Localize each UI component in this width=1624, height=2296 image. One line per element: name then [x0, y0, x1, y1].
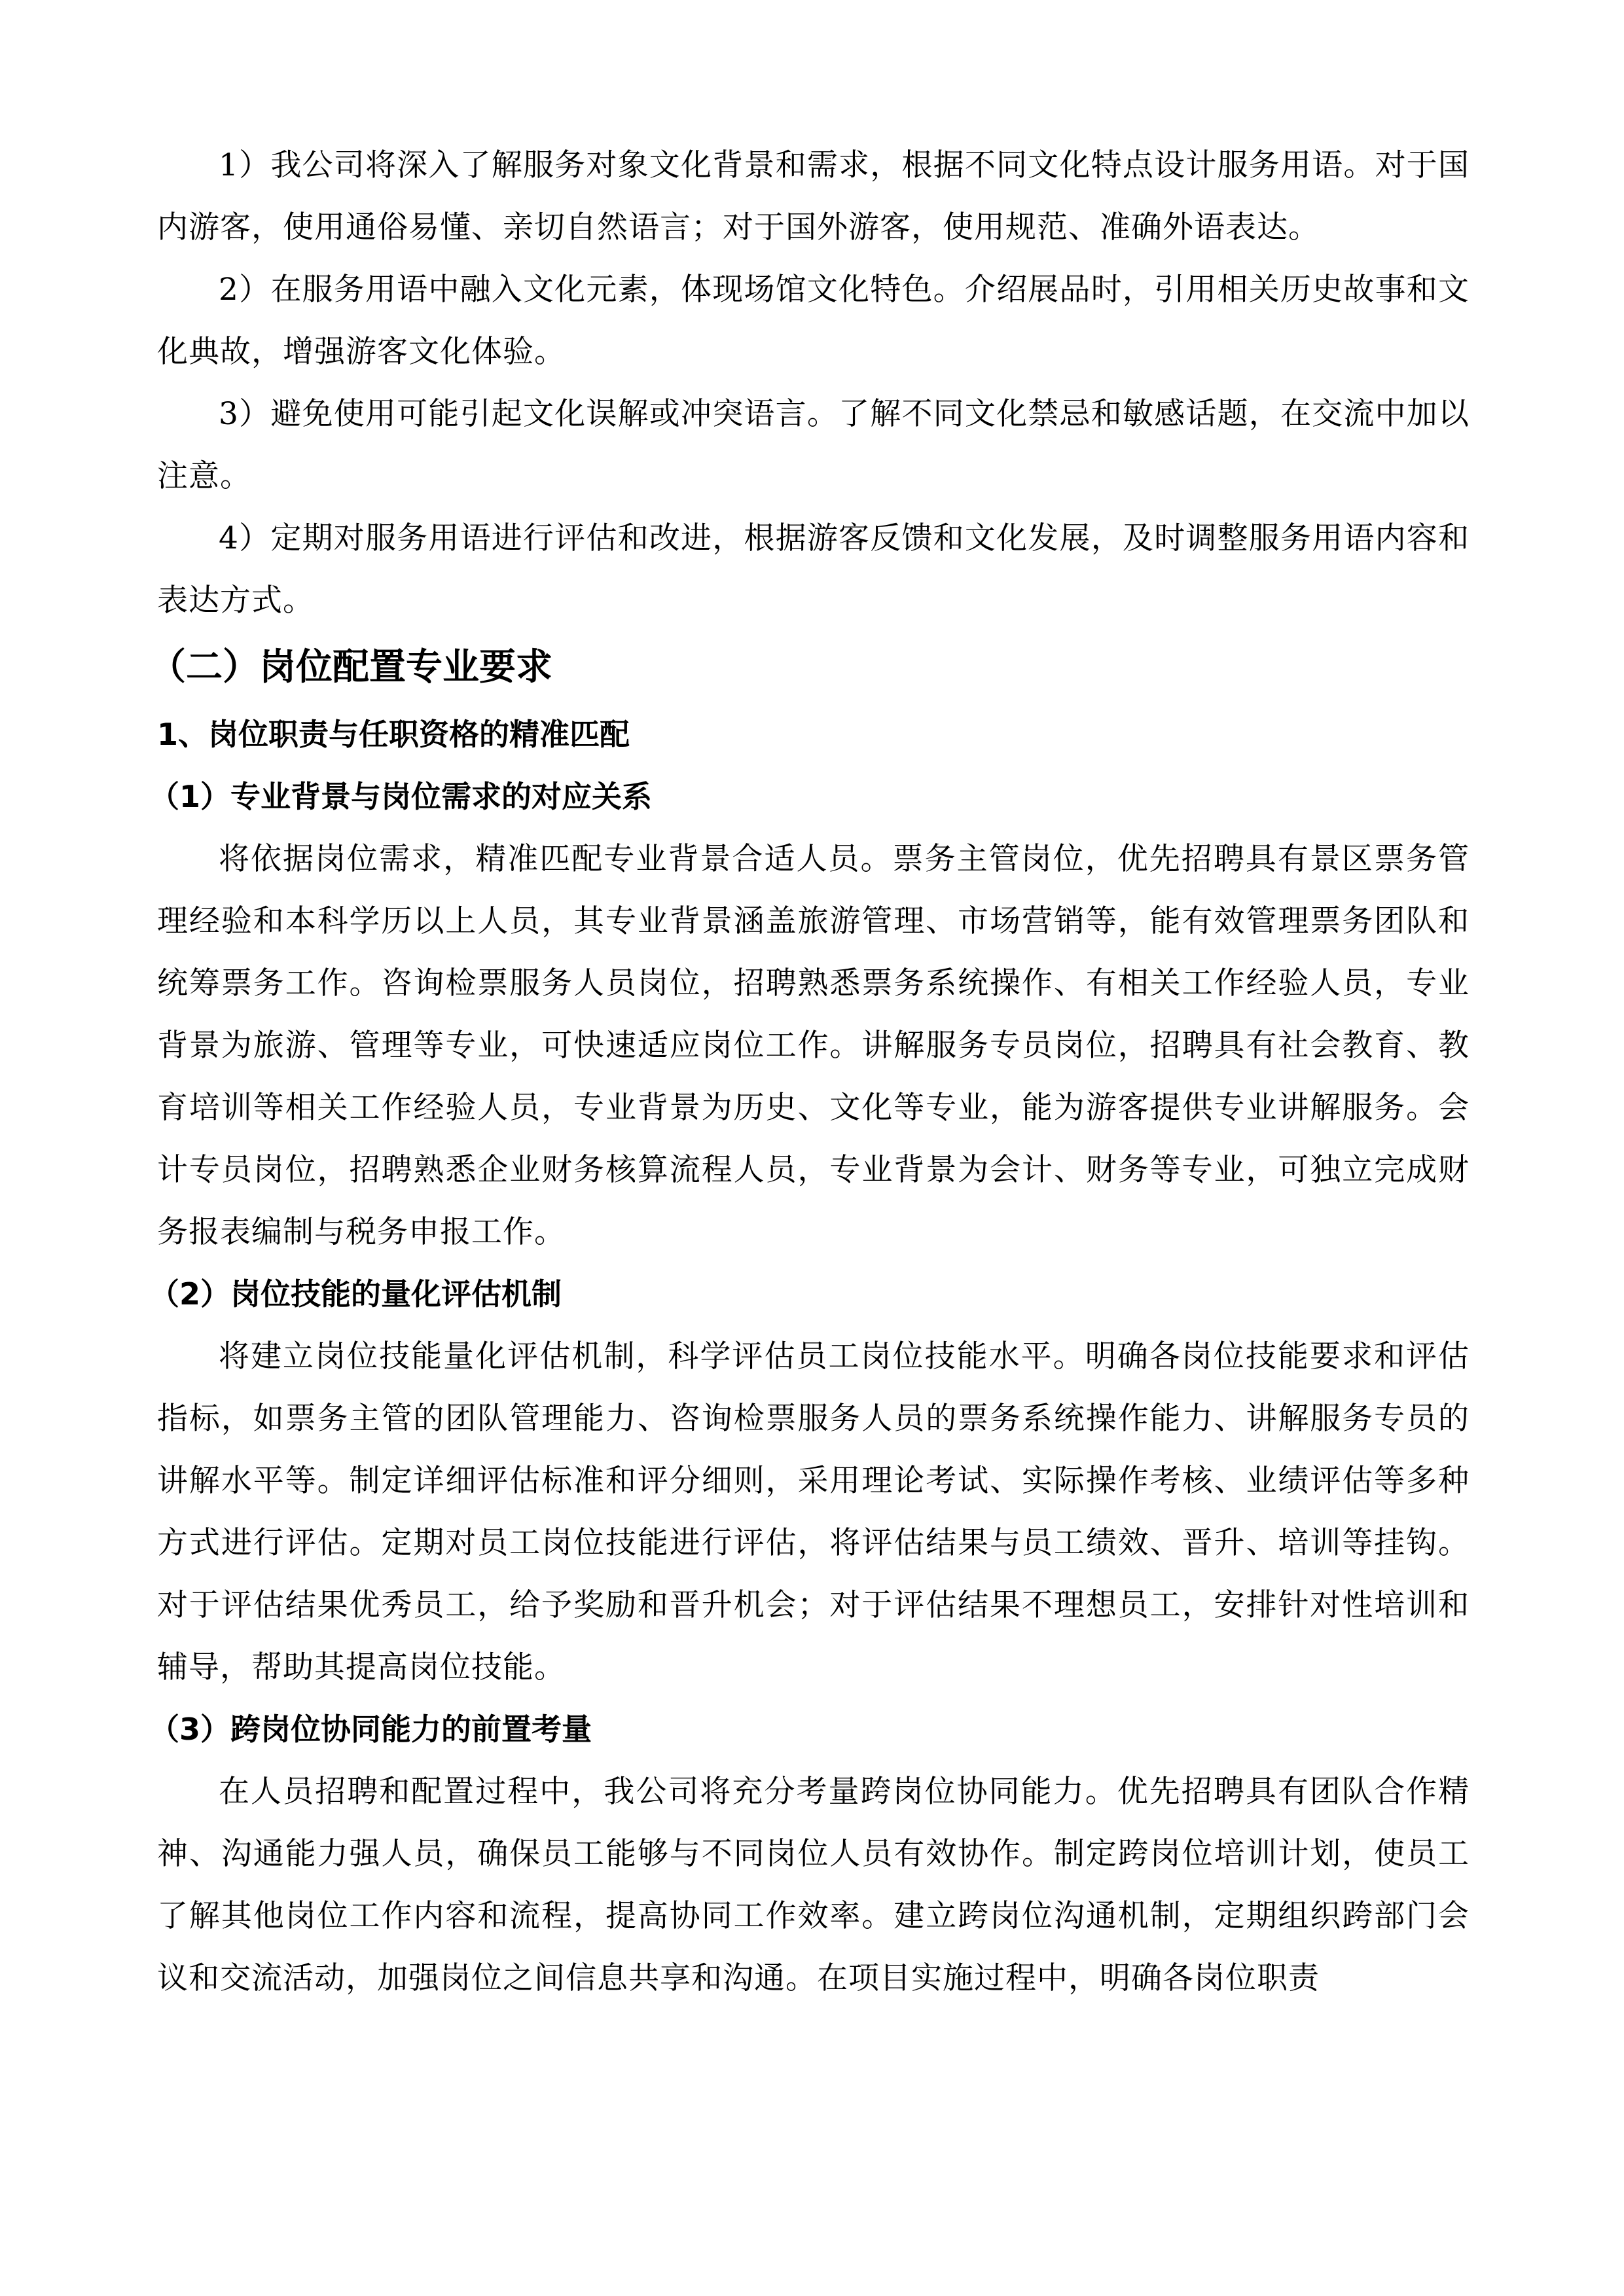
- subsection-3-body: 在人员招聘和配置过程中，我公司将充分考量跨岗位协同能力。优先招聘具有团队合作精神、沟通能力强人员，确保员工能够与不同岗位人员有效协作。制定跨岗位培训计划，使员工了解其他岗位工作内容和流程，提高协同工作效率。建立跨岗位沟通机制，定期组织跨部门会议和交流活动，加强岗位之间信息共享和沟通。在项目实施过程中，明确各岗位职责: [157, 1774, 1470, 1996]
- subsection-1-body: 将依据岗位需求，精准匹配专业背景合适人员。票务主管岗位，优先招聘具有景区票务管理经验和本科学历以上人员，其专业背景涵盖旅游管理、市场营销等，能有效管理票务团队和统筹票务工作。咨询检票服务人员岗位，招聘熟悉票务系统操作、有相关工作经验人员，专业背景为旅游、管理等专业，可快速适应岗位工作。讲解服务专员岗位，招聘具有社会教育、教育培训等相关工作经验人员，专业背景为历史、文化等专业，能为游客提供专业讲解服务。会计专员岗位，招聘熟悉企业财务核算流程人员，专业背景为会计、财务等专业，可独立完成财务报表编制与税务申报工作。: [157, 841, 1470, 1250]
- intro-item-1: 1）我公司将深入了解服务对象文化背景和需求，根据不同文化特点设计服务用语。对于国内游客，使用通俗易懂、亲切自然语言；对于国外游客，使用规范、准确外语表达。: [157, 147, 1470, 245]
- intro-item-4: 4）定期对服务用语进行评估和改进，根据游客反馈和文化发展，及时调整服务用语内容和表达方式。: [157, 520, 1470, 619]
- section-heading: （二）岗位配置专业要求: [149, 646, 552, 689]
- intro-item-3: 3）避免使用可能引起文化误解或冲突语言。了解不同文化禁忌和敏感话题，在交流中加以注意。: [157, 396, 1470, 494]
- intro-item-2: 2）在服务用语中融入文化元素，体现场馆文化特色。介绍展品时，引用相关历史故事和文化典故，增强游客文化体验。: [157, 272, 1470, 370]
- subsection-1-heading: （1）专业背景与岗位需求的对应关系: [149, 779, 653, 814]
- document-page: [149, 134, 1470, 2009]
- subsection-2-body: 将建立岗位技能量化评估机制，科学评估员工岗位技能水平。明确各岗位技能要求和评估指标，如票务主管的团队管理能力、咨询检票服务人员的票务系统操作能力、讲解服务专员的讲解水平等。制定详细评估标准和评分细则，采用理论考试、实际操作考核、业绩评估等多种方式进行评估。定期对员工岗位技能进行评估，将评估结果与员工绩效、晋升、培训等挂钩。对于评估结果优秀员工，给予奖励和晋升机会；对于评估结果不理想员工，安排针对性培训和辅导，帮助其提高岗位技能。: [157, 1338, 1470, 1685]
- subsection-2-heading: （2）岗位技能的量化评估机制: [149, 1276, 562, 1312]
- subsection-heading: 1、岗位职责与任职资格的精准匹配: [157, 717, 630, 752]
- subsection-3-heading: （3）跨岗位协同能力的前置考量: [149, 1712, 592, 1747]
